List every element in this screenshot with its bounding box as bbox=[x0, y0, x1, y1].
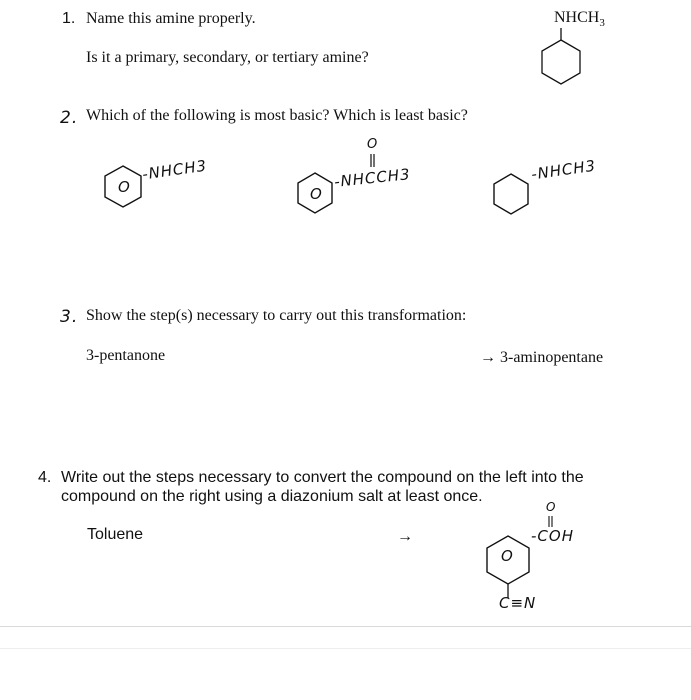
q4-arrow: → bbox=[397, 528, 413, 545]
structure-a-substituent: -NHCH3 bbox=[141, 156, 209, 184]
q4-number: 4. bbox=[38, 469, 52, 486]
q1-text: Name this amine properly. bbox=[86, 10, 256, 27]
q4-start: Toluene bbox=[87, 526, 144, 543]
cyclohexane-structure bbox=[533, 28, 593, 88]
q1-structure-label: $NHCH_3$ bbox=[554, 9, 605, 30]
structure-c-substituent: -NHCH3 bbox=[530, 156, 598, 184]
q3-text: Show the step(s) necessary to carry out this transformation: bbox=[86, 307, 467, 324]
structure-a-ring-label: O bbox=[118, 178, 131, 196]
q4-line1: Write out the steps necessary to convert the compound on the left into the bbox=[61, 469, 584, 486]
product-bottom-group: C≡N bbox=[499, 594, 537, 612]
q3-end: 3-aminopentane bbox=[500, 349, 604, 366]
q1-subtext: Is it a primary, secondary, or tertiary amine? bbox=[86, 49, 369, 66]
product-carbonyl-bond bbox=[546, 515, 556, 529]
product-carbonyl-oxygen: O bbox=[546, 500, 557, 514]
page-divider-2 bbox=[0, 648, 691, 649]
q3-arrow: → bbox=[480, 349, 496, 366]
q2-text: Which of the following is most basic? Which is least basic? bbox=[86, 107, 468, 124]
q3-start: 3-pentanone bbox=[86, 347, 166, 364]
structure-b-carbonyl-oxygen: O bbox=[367, 137, 379, 152]
structure-b-carbonyl-bond bbox=[368, 153, 378, 169]
q2-number: 2. bbox=[60, 108, 79, 128]
structure-b-substituent: -NHCCH3 bbox=[333, 165, 412, 191]
structure-b-ring-label: O bbox=[310, 185, 323, 203]
product-top-group: -COH bbox=[531, 527, 574, 545]
q3-number: 3. bbox=[60, 307, 79, 327]
q1-number: 1. bbox=[62, 10, 76, 27]
product-ring-label: O bbox=[501, 547, 514, 565]
q4-line2: compound on the right using a diazonium salt at least once. bbox=[61, 488, 483, 505]
page-divider bbox=[0, 626, 691, 627]
